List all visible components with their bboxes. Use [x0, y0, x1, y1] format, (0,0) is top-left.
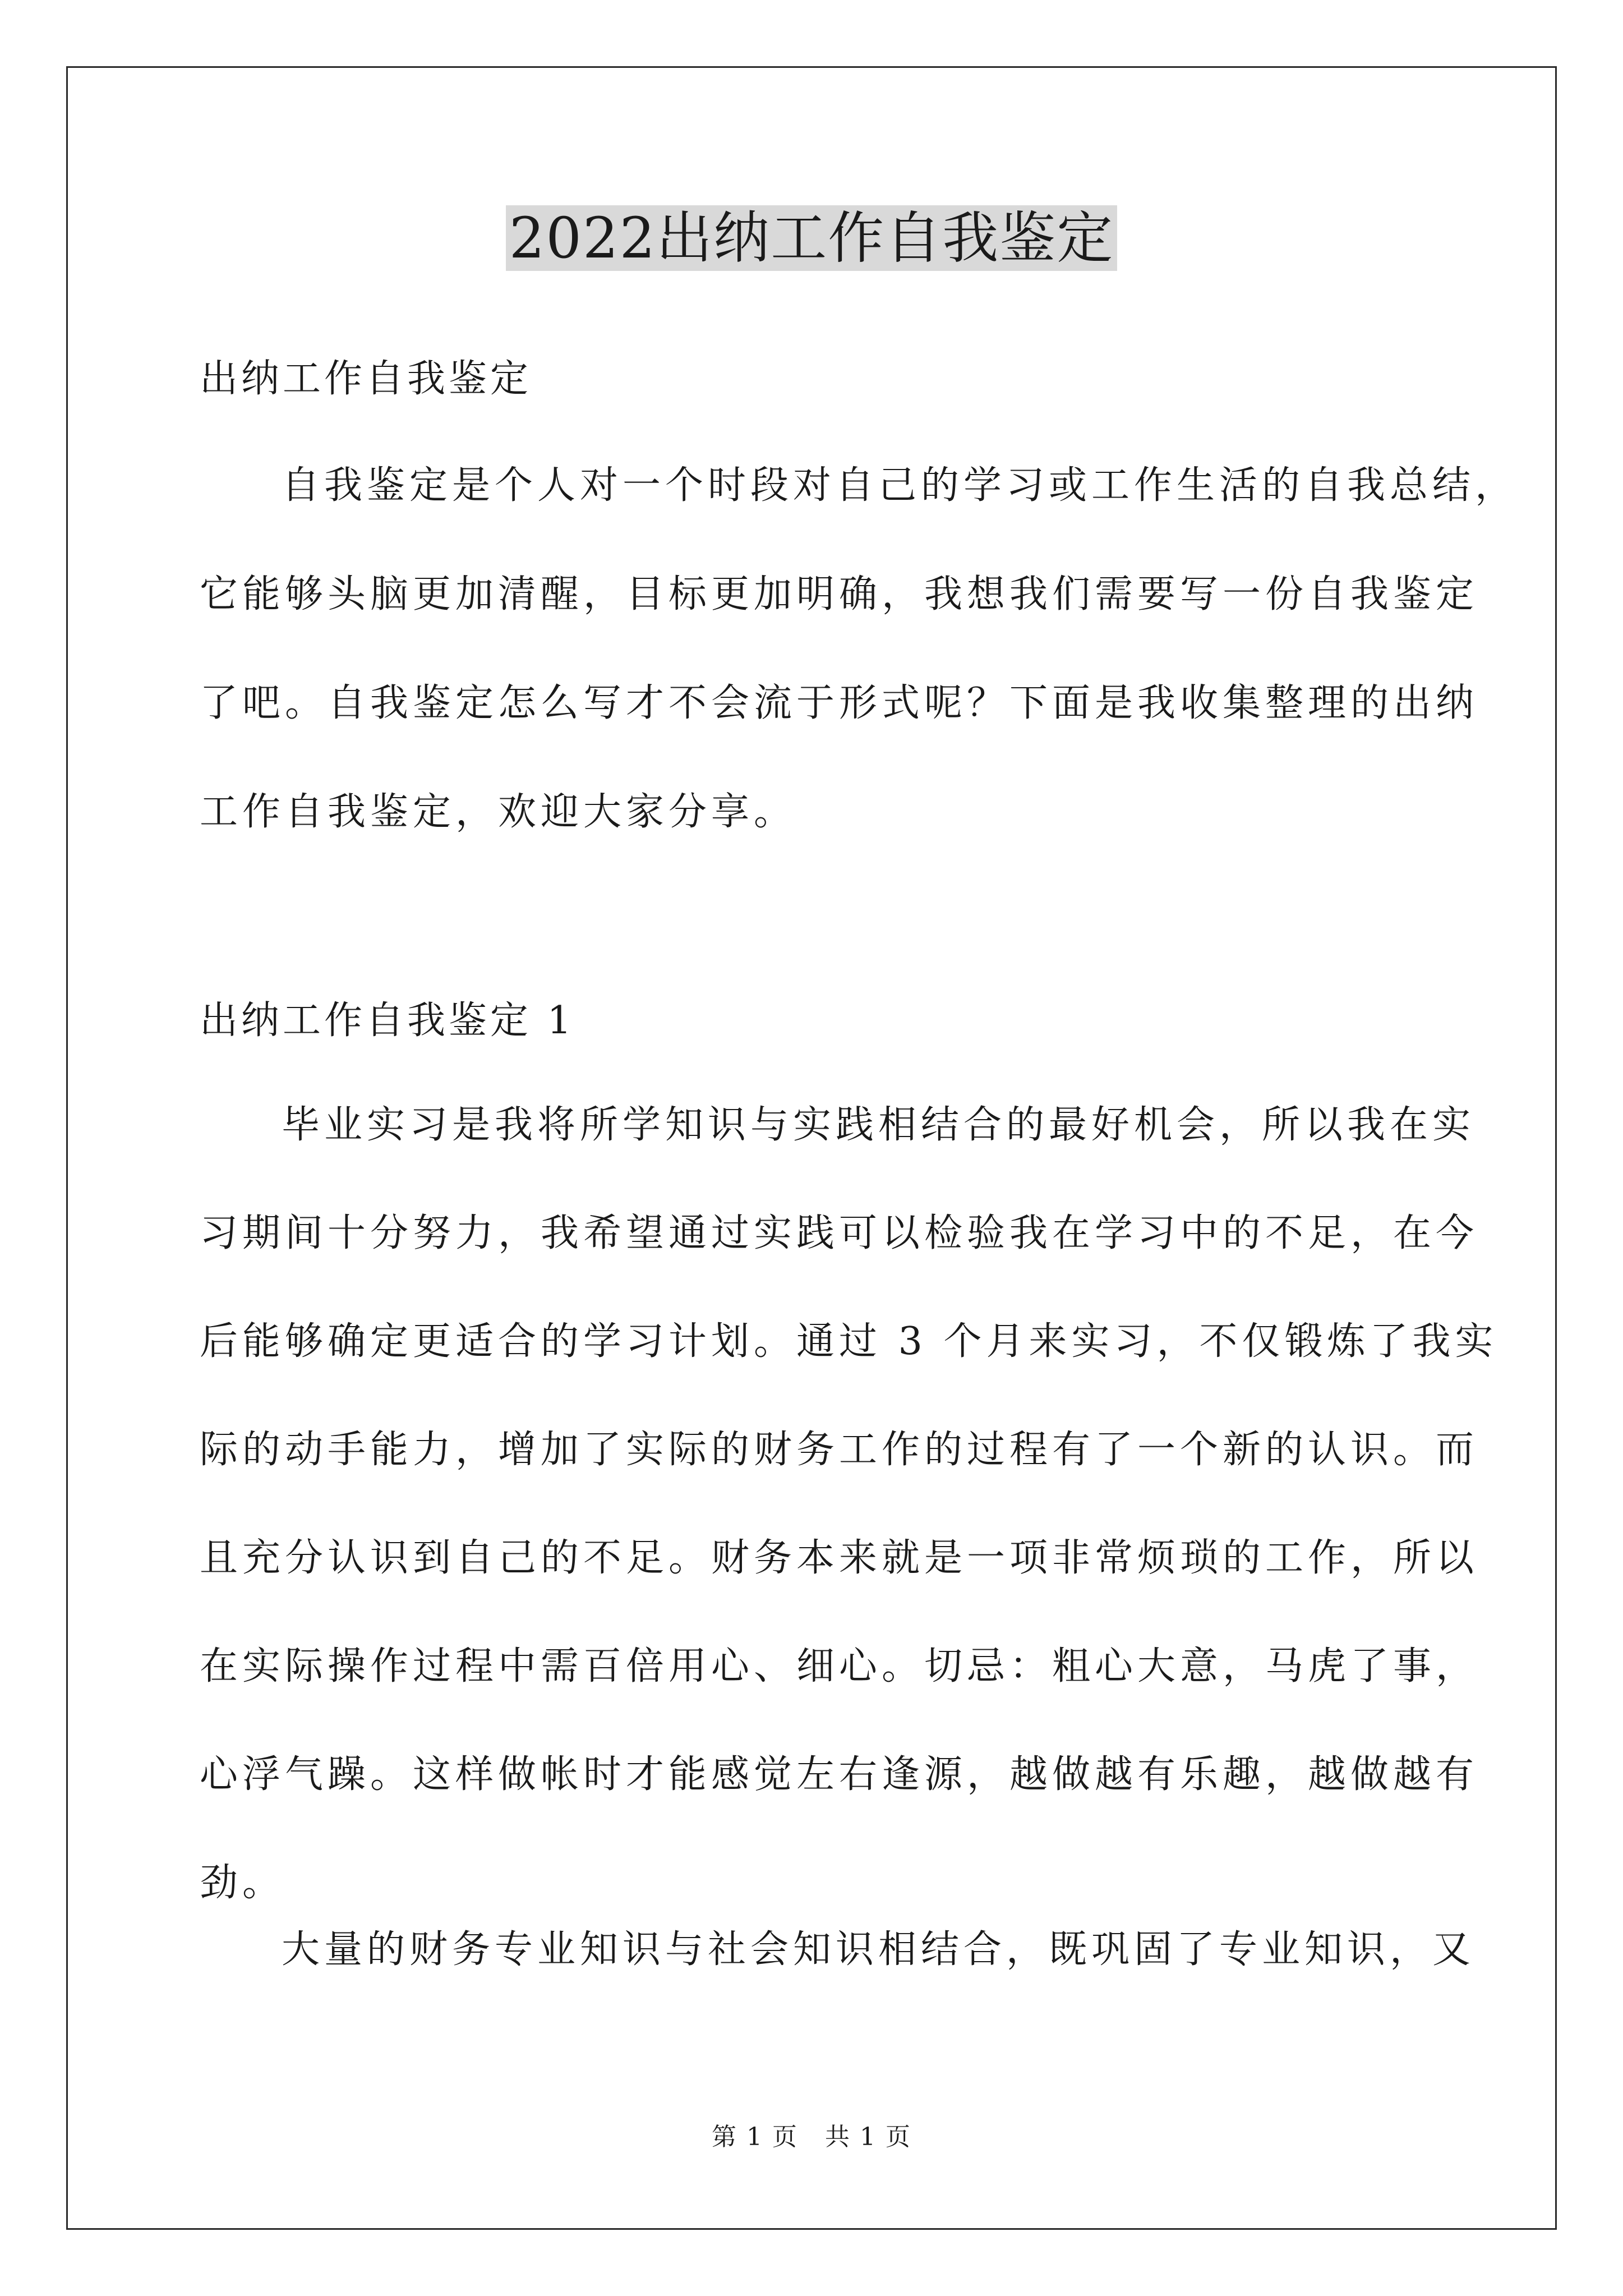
section1-line: 际的动手能力，增加了实际的财务工作的过程有了一个新的认识。而: [200, 1428, 1479, 1472]
intro-line: 工作自我鉴定，欢迎大家分享。: [200, 790, 797, 834]
document-title-text: 2022出纳工作自我鉴定: [506, 205, 1118, 271]
section1-paragraph-2: [200, 1923, 1476, 1977]
section1-heading: 出纳工作自我鉴定 1: [200, 999, 575, 1043]
document-title: [0, 199, 1623, 278]
section1: [200, 994, 1433, 1048]
section1-line: 在实际操作过程中需百倍用心、细心。切忌：粗心大意，马虎了事，: [200, 1644, 1479, 1688]
page-total: 共 1 页: [825, 2123, 911, 2151]
section1-line: 且充分认识到自己的不足。财务本来就是一项非常烦琐的工作，所以: [200, 1536, 1479, 1580]
intro-line: 自我鉴定是个人对一个时段对自己的学习或工作生活的自我总结，: [282, 463, 1518, 508]
section1-line: 后能够确定更适合的学习计划。通过 3 个月来实习，不仅锻炼了我实: [200, 1319, 1498, 1364]
section1-line: 毕业实习是我将所学知识与实践相结合的最好机会，所以我在实: [282, 1103, 1476, 1147]
intro-paragraph: [200, 459, 1518, 839]
page-number: 第 1 页: [712, 2123, 798, 2151]
section1-line: 心浮气躁。这样做帐时才能感觉左右逢源，越做越有乐趣，越做越有: [200, 1752, 1479, 1797]
section1-paragraph-1: [200, 1098, 1498, 1910]
section1-line: 习期间十分努力，我希望通过实践可以检验我在学习中的不足，在今: [200, 1211, 1479, 1255]
page-footer: [0, 2120, 1623, 2154]
intro-line: 了吧。自我鉴定怎么写才不会流于形式呢？下面是我收集整理的出纳: [200, 681, 1479, 725]
intro-section: [200, 352, 1433, 406]
intro-line: 它能够头脑更加清醒，目标更加明确，我想我们需要写一份自我鉴定: [200, 572, 1479, 616]
intro-heading: 出纳工作自我鉴定: [200, 357, 532, 401]
section1-line: 劲。: [200, 1861, 285, 1905]
section1-line: 大量的财务专业知识与社会知识相结合，既巩固了专业知识，又: [282, 1927, 1476, 1972]
